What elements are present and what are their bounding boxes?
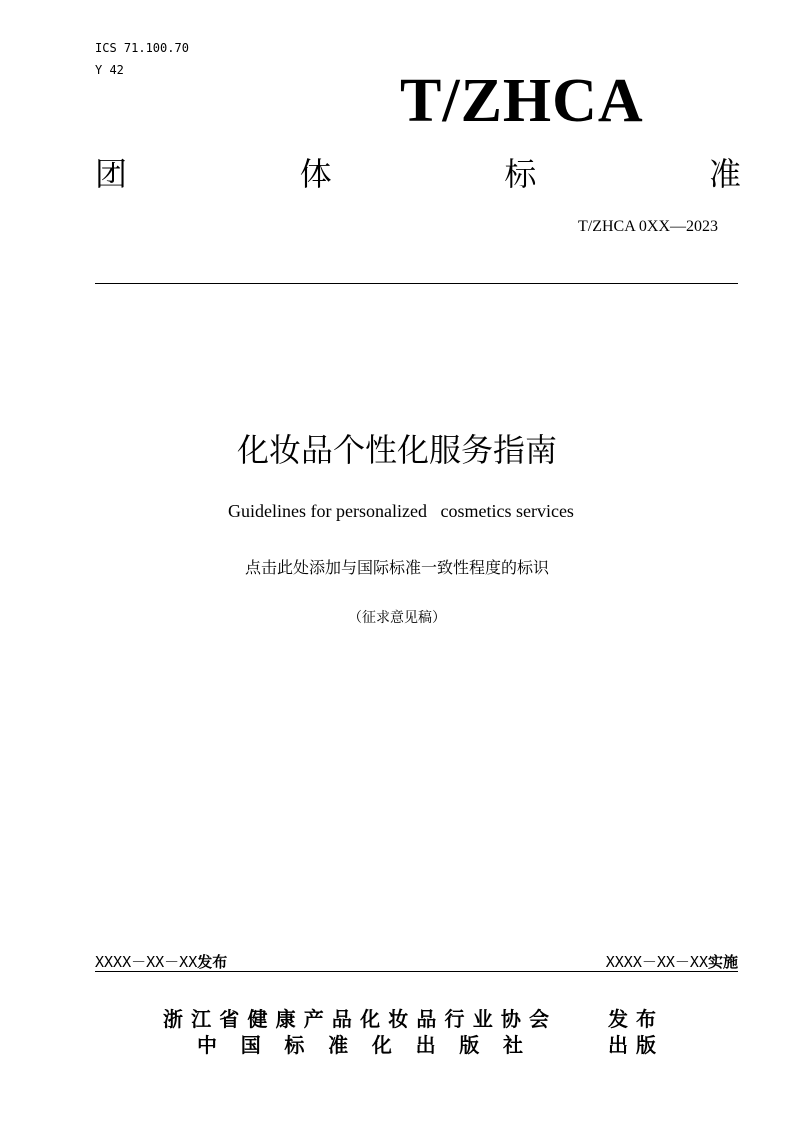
publish-date-line [95,951,227,973]
standard-type-char: 准 [708,155,741,193]
standard-brand: T/ZHCA [400,67,644,135]
bottom-divider [95,971,738,972]
document-title-chinese: 化妆品个性化服务指南 [236,431,557,469]
standard-type-char: 体 [299,155,332,193]
publish-date: XXXX－XX－XX [95,953,198,971]
ics-code: ICS 71.100.70 [95,41,189,55]
standard-number: T/ZHCA 0XX—2023 [578,218,718,235]
ccs-code: Y 42 [95,63,124,77]
implement-date-line [606,951,738,973]
draft-status: （征求意见稿） [348,610,446,626]
consistency-placeholder[interactable]: 点击此处添加与国际标准一致性程度的标识 [244,558,549,577]
top-divider [95,283,738,284]
standard-type-char: 标 [504,155,537,193]
issuer-association: 浙江省健康产品化妆品行业协会 [163,1007,549,1031]
standard-type-char: 团 [95,155,128,193]
issue-action: 发布 [608,1007,656,1031]
document-title-english: Guidelines for personalized cosmetics services [228,501,574,521]
issuer-publisher: 中国标准化出版社 [197,1033,523,1057]
publish-action: 出版 [608,1033,656,1057]
implement-label: 实施 [707,953,738,971]
publish-label: 发布 [197,953,228,971]
standard-type-heading [95,154,741,194]
implement-date: XXXX－XX－XX [605,953,708,971]
